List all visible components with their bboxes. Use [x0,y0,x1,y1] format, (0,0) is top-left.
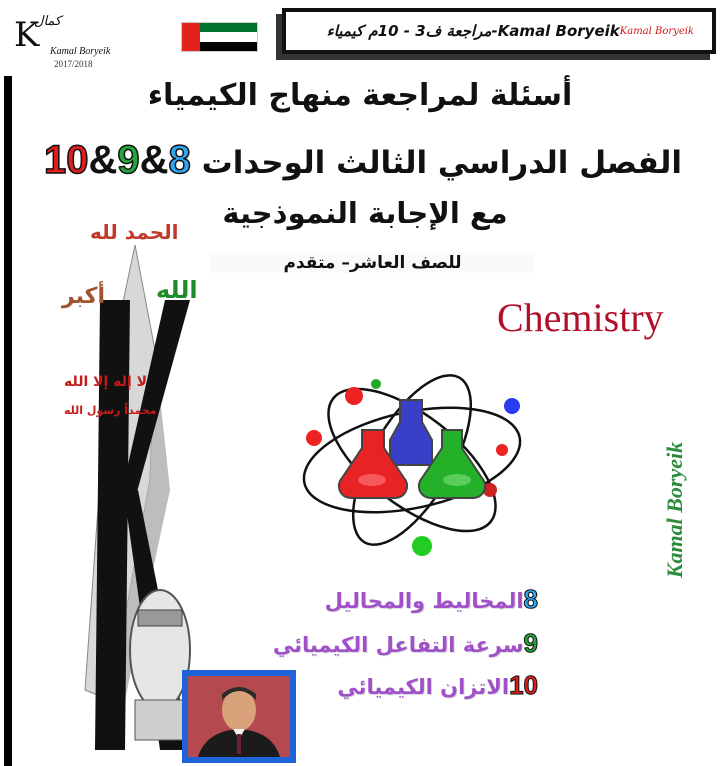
unit-item-number: 9 [523,628,538,658]
ornament-allah: الله [156,276,198,304]
vertical-name-text: Kamal Boryeik [662,441,687,579]
unit-item [325,584,538,615]
author-photo [182,670,296,763]
unit-number-9: 9 [117,138,140,182]
person-avatar-icon [188,676,290,757]
ornament-shahada-2: محمداً رسول الله [64,404,157,417]
ampersand: & [139,138,169,182]
unit-item-number: 10 [509,670,538,700]
units-title-text: الفصل الدراسي الثالث الوحدات [201,145,682,181]
uae-flag-icon [181,22,258,52]
unit-item-title: سرعة التفاعل الكيميائي [272,633,524,657]
unit-number-8: 8 [168,138,191,182]
unit-number-10: 10 [44,138,89,182]
atom-flasks-icon [292,360,532,560]
logo-script: كمال [34,14,62,29]
unit-item-number: 8 [523,584,538,614]
unit-item [337,670,538,701]
ornament-hamd: الحمد لله [90,220,179,244]
ornament-shahada-1: لا إله إلا الله [64,374,148,390]
unit-item-title: المخاليط والمحاليل [324,589,524,613]
unit-item [273,628,538,659]
chemistry-label: Chemistry [497,295,664,340]
units-title [44,138,682,183]
main-title: أسئلة لمراجعة منهاج الكيمياء [147,78,573,113]
unit-item-title: الاتزان الكيميائي [337,675,510,699]
header-signature: Kamal Boryeik [619,25,694,37]
ampersand: & [88,138,118,182]
ornament-akbar: أكبر [62,284,106,309]
logo-letter: K [14,15,40,55]
vertical-name [655,420,695,600]
left-frame-bar [4,76,12,766]
logo-name: Kamal Boryeik [50,46,111,57]
header-title-box [282,8,716,54]
grade-label: للصف العاشر– متقدم [210,253,535,273]
answers-subtitle: مع الإجابة النموذجية [222,196,508,230]
header-title: Kamal Boryeik-مراجعة ف3 - 10م كيمياء [326,22,620,40]
logo-year: 2017/2018 [54,59,93,69]
